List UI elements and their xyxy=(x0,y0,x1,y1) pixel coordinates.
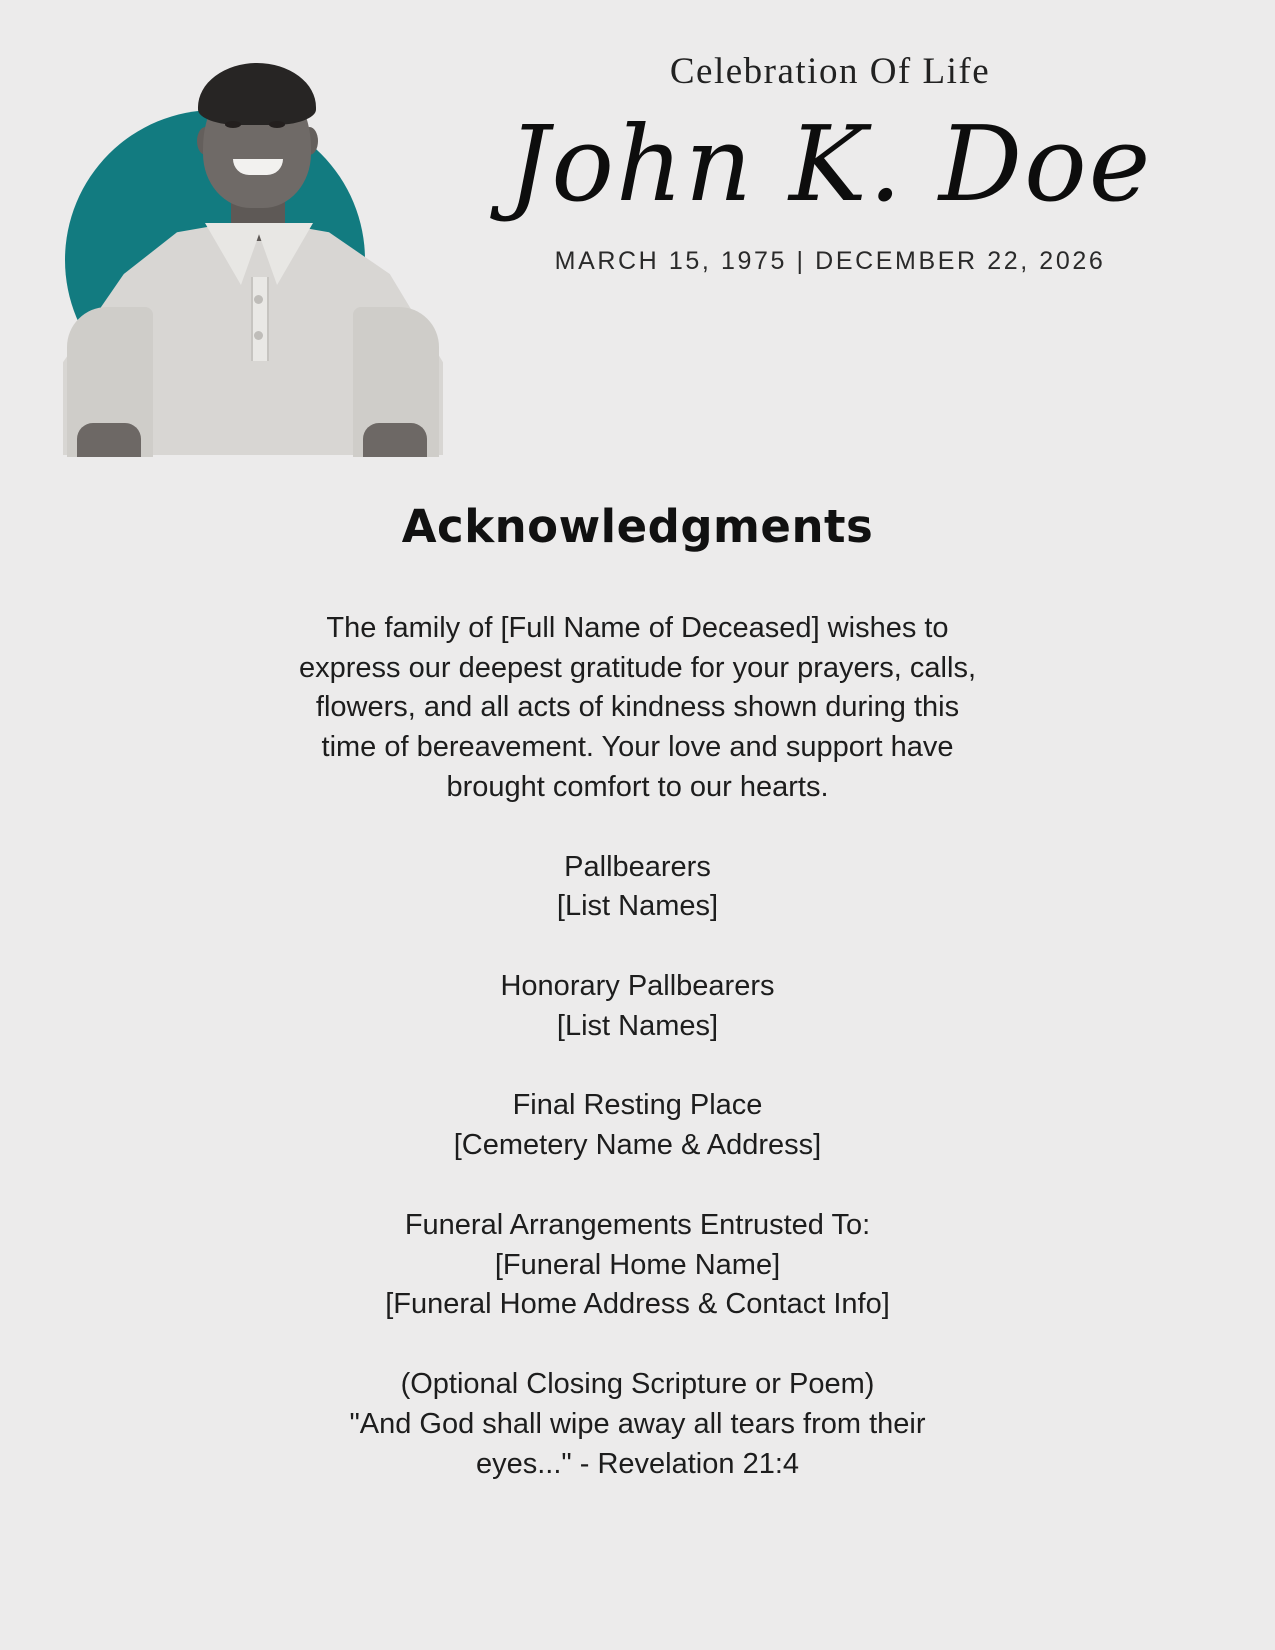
portrait-shirt-button xyxy=(254,295,263,304)
celebration-of-life-label: Celebration Of Life xyxy=(669,51,991,92)
header-section xyxy=(0,0,1275,470)
deceased-name: John K. Doe xyxy=(507,103,1153,225)
section-heading: Funeral Arrangements Entrusted To: xyxy=(404,1208,871,1241)
section-pallbearers xyxy=(0,848,1275,927)
section-heading: (Optional Closing Scripture or Poem) xyxy=(400,1368,875,1401)
main-content xyxy=(0,500,1275,1484)
acknowledgments-paragraph: The family of [Full Name of Deceased] wishes to express our deepest gratitude for your prayers, calls, flowers, and all acts of kindness shown during this time of bereavement. Your love and support have brought comfort to our hearts. xyxy=(299,612,976,803)
portrait-hair xyxy=(198,63,316,125)
portrait-eye-left xyxy=(225,121,241,128)
section-line: [Funeral Home Address & Contact Info] xyxy=(385,1288,890,1321)
header-text-block xyxy=(430,50,1230,276)
section-honorary-pallbearers xyxy=(0,967,1275,1046)
portrait-block xyxy=(55,55,450,455)
section-line: [Cemetery Name & Address] xyxy=(453,1129,822,1162)
section-line: [List Names] xyxy=(556,1009,719,1042)
section-heading: Honorary Pallbearers xyxy=(500,970,775,1003)
section-closing-scripture xyxy=(0,1365,1275,1484)
section-heading: Final Resting Place xyxy=(512,1089,763,1122)
portrait-arm-right xyxy=(363,423,427,457)
portrait-arm-left xyxy=(77,423,141,457)
section-line: [Funeral Home Name] xyxy=(494,1248,781,1281)
portrait-photo xyxy=(55,55,450,455)
portrait-eye-right xyxy=(269,121,285,128)
section-funeral-arrangements xyxy=(0,1206,1275,1325)
page-title: Acknowledgments xyxy=(401,500,874,553)
section-line: "And God shall wipe away all tears from their xyxy=(349,1407,926,1440)
section-line: eyes..." - Revelation 21:4 xyxy=(475,1447,800,1480)
portrait-shirt-placket xyxy=(251,277,269,361)
birth-death-dates: MARCH 15, 1975 | DECEMBER 22, 2026 xyxy=(554,247,1106,275)
section-heading: Pallbearers xyxy=(564,850,711,883)
section-final-resting-place xyxy=(0,1086,1275,1165)
portrait-shirt-button xyxy=(254,331,263,340)
section-line: [List Names] xyxy=(556,890,719,923)
